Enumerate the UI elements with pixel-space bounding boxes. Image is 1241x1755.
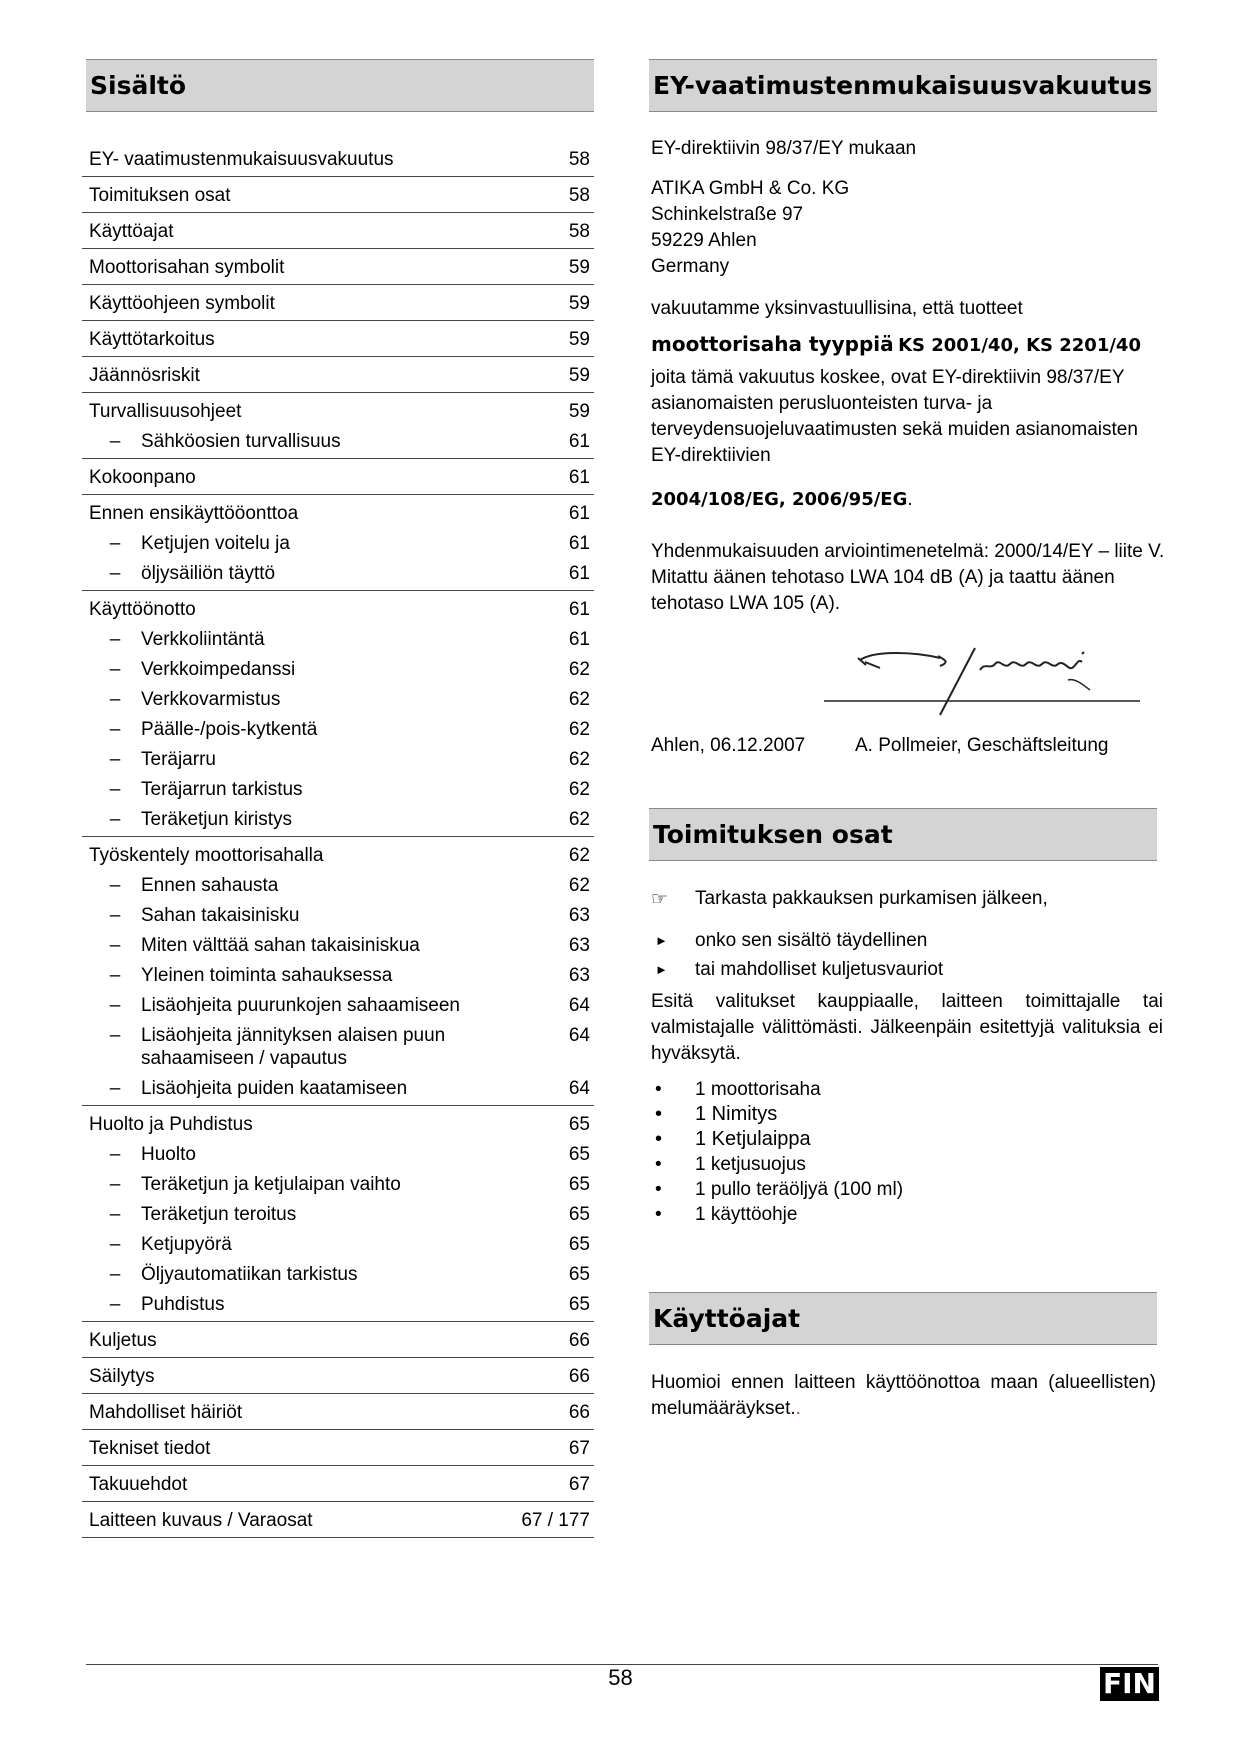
toc-entry-label: Käyttöajat (89, 221, 174, 242)
toc-subentry[interactable] (89, 1136, 590, 1166)
toc-entry[interactable] (89, 591, 590, 621)
toc-subentry[interactable] (89, 897, 590, 927)
delivery-item: 1 Nimitys (695, 1103, 778, 1125)
delivery-heading (649, 808, 1157, 861)
toc-subentry[interactable] (89, 957, 590, 987)
toc-subentry[interactable] (89, 1256, 590, 1286)
toc-subentry-page: 62 (568, 719, 590, 740)
toc-entry-label: Tekniset tiedot (89, 1438, 211, 1459)
delivery-checks (651, 926, 1161, 984)
toc-subentry-label (141, 532, 290, 555)
applies-text (651, 365, 1141, 469)
toc-subentry-label (141, 658, 295, 681)
toc-title: Sisältö (90, 71, 187, 100)
dash-icon: – (109, 1025, 121, 1046)
toc-subentry-label (141, 1173, 401, 1196)
delivery-items (651, 1077, 1161, 1227)
delivery-title: Toimituksen osat (653, 820, 893, 849)
toc-subentry-label (141, 1293, 224, 1316)
toc-entry-page: 66 (568, 1330, 590, 1351)
toc-entry[interactable] (89, 459, 590, 489)
toc-subentry-text: Verkkoimpedanssi (141, 659, 296, 680)
toc-subentry-page: 62 (568, 779, 590, 800)
toc-subentry-text: Lisäohjeita jännityksen alaisen puun (141, 1025, 446, 1046)
toc-subentry-text: Ketjupyörä (141, 1234, 232, 1255)
place-date-text: Ahlen, 06.12.2007 (651, 735, 806, 756)
signatory (855, 733, 1108, 759)
toc-group (82, 213, 594, 249)
address-line: Germany (651, 256, 730, 277)
complaint-paragraph: Esitä valitukset kauppiaalle, laitteen toimittajalle tai valmistajalle välittömästi. Jälkeenpäin esitettyjä valituksia ei hyväksytä. (651, 991, 1163, 1064)
bullet-icon: • (655, 1179, 662, 1200)
toc-entry-page: 66 (568, 1402, 590, 1423)
toc-entry[interactable] (89, 141, 590, 171)
toc-subentry-label (141, 1024, 445, 1070)
dash-icon: – (109, 533, 121, 554)
toc-group (82, 1322, 594, 1358)
usage-text (651, 1370, 1156, 1422)
dash-icon: – (109, 995, 121, 1016)
dash-icon: – (109, 749, 121, 770)
toc-heading (86, 59, 594, 112)
directives: 2004/108/EG, 2006/95/EG (651, 489, 908, 510)
usage-paragraph: Huomioi ennen laitteen käyttöönottoa maan (alueellisten) melumääräykset. (651, 1372, 1156, 1419)
toc-group (82, 393, 594, 459)
toc-subentry[interactable] (89, 1166, 590, 1196)
dash-icon: – (109, 689, 121, 710)
toc-entry-page: 66 (568, 1366, 590, 1387)
toc-subentry-text: Verkkovarmistus (141, 689, 281, 710)
declaration-statement (651, 296, 1161, 322)
toc-group (82, 1106, 594, 1322)
toc-subentry[interactable] (89, 525, 590, 555)
toc-entry[interactable] (89, 357, 590, 387)
toc-entry-page: 59 (568, 365, 590, 386)
toc-entry-page: 59 (568, 257, 590, 278)
manufacturer-address (651, 176, 1161, 280)
toc-group (82, 141, 594, 177)
toc-entry-page: 62 (568, 845, 590, 866)
list-item (651, 1177, 1161, 1202)
toc-entry[interactable] (89, 837, 590, 867)
dash-icon: – (109, 905, 121, 926)
signatory-text: A. Pollmeier, Geschäftsleitung (855, 735, 1109, 756)
toc-entry[interactable] (89, 285, 590, 315)
toc-subentry-page: 65 (568, 1294, 590, 1315)
address-line: 59229 Ahlen (651, 230, 757, 251)
toc-subentry[interactable] (89, 801, 590, 831)
toc-entry-label: Takuuehdot (89, 1474, 188, 1495)
toc-entry-label: Toimituksen osat (89, 185, 231, 206)
language-badge (1100, 1667, 1159, 1701)
delivery-item: 1 Ketjulaippa (695, 1128, 811, 1150)
hand-pointer-icon: ☞ (651, 888, 669, 910)
dash-icon: – (109, 563, 121, 584)
toc-subentry-page: 65 (568, 1204, 590, 1225)
toc-entry[interactable] (89, 1502, 590, 1532)
toc-subentry-text: Sähköosien turvallisuus (141, 431, 341, 452)
model-prefix: moottorisaha tyyppiä (651, 332, 894, 356)
toc-entry[interactable] (89, 1358, 590, 1388)
dash-icon: – (109, 629, 121, 650)
toc-entry-label: Käyttöönotto (89, 599, 196, 620)
dash-icon: – (109, 935, 121, 956)
toc-subentry-text: sahaamiseen / vapautus (141, 1048, 347, 1069)
check-item: tai mahdolliset kuljetusvauriot (695, 959, 944, 980)
toc-group (82, 459, 594, 495)
toc-subentry-label (141, 1203, 296, 1226)
dash-icon: – (109, 1234, 121, 1255)
toc-subentry-text: Yleinen toiminta sahauksessa (141, 965, 393, 986)
usage-suffix: . (795, 1398, 801, 1419)
toc-subentry-page: 63 (568, 935, 590, 956)
toc-group (82, 249, 594, 285)
declaration-heading (649, 59, 1157, 112)
dash-icon: – (109, 1204, 121, 1225)
toc-entry-label: Kokoonpano (89, 467, 196, 488)
toc-entry-label: Huolto ja Puhdistus (89, 1114, 253, 1135)
toc-subentry[interactable] (89, 1286, 590, 1316)
applies-paragraph: joita tämä vakuutus koskee, ovat EY-direktiivin 98/37/EY asianomaisten perusluonteisten turva- ja terveydensuojeluvaatimusten sekä muiden asianomaisten EY-direktiivien (651, 367, 1138, 466)
toc-entry-page: 67 (568, 1438, 590, 1459)
toc-entry-page: 59 (568, 293, 590, 314)
toc-subentry-label (141, 994, 460, 1017)
toc-subentry[interactable] (89, 1196, 590, 1226)
toc-entry-label: Säilytys (89, 1366, 155, 1387)
toc-subentry[interactable] (89, 927, 590, 957)
toc-group (82, 1394, 594, 1430)
toc-subentry-label (141, 904, 299, 927)
toc-subentry-label (141, 562, 275, 585)
bullet-icon: • (655, 1128, 663, 1150)
dash-icon: – (109, 431, 121, 452)
toc-entry-label: Käyttötarkoitus (89, 329, 215, 350)
delivery-item: 1 ketjusuojus (695, 1154, 806, 1175)
toc-subentry[interactable] (89, 1226, 590, 1256)
toc-group (82, 285, 594, 321)
toc-subentry-text: Lisäohjeita puurunkojen sahaamiseen (141, 995, 461, 1016)
toc-subentry-label (141, 778, 303, 801)
list-item (651, 926, 1161, 955)
toc-entry-page: 58 (568, 149, 590, 170)
arrow-icon: ► (655, 962, 668, 977)
toc-group (82, 1358, 594, 1394)
dash-icon: – (109, 965, 121, 986)
toc-entry-page: 58 (568, 221, 590, 242)
toc-subentry[interactable] (89, 1017, 590, 1070)
toc-entry-page: 59 (568, 329, 590, 350)
toc-subentry-text: Miten välttää sahan takaisiniskua (141, 935, 420, 956)
model-line (651, 332, 1171, 356)
usage-title: Käyttöajat (653, 1304, 801, 1333)
declaration-title: EY-vaatimustenmukaisuusvakuutus (653, 71, 1153, 100)
toc-entry[interactable] (89, 1430, 590, 1460)
toc-subentry[interactable] (89, 741, 590, 771)
toc-subentry-text: Ennen sahausta (141, 875, 279, 896)
toc-subentry-text: Lisäohjeita puiden kaatamiseen (141, 1078, 408, 1099)
toc-subentry-page: 62 (568, 809, 590, 830)
toc-group (82, 357, 594, 393)
toc-subentry-text: Puhdistus (141, 1294, 225, 1315)
delivery-check (651, 886, 1161, 912)
toc-subentry[interactable] (89, 555, 590, 585)
toc-subentry-page: 61 (568, 431, 590, 452)
toc-entry-label: Ennen ensikäyttööonttoa (89, 503, 299, 524)
toc-entry-page: 61 (568, 467, 590, 488)
delivery-item: 1 moottorisaha (695, 1079, 821, 1100)
toc-entry-label: Kuljetus (89, 1330, 157, 1351)
toc-entry-page: 67 / 177 (521, 1510, 590, 1531)
toc-entry[interactable] (89, 1394, 590, 1424)
complaint-text (651, 989, 1163, 1067)
toc-subentry-label (141, 934, 420, 957)
dash-icon: – (109, 659, 121, 680)
toc-subentry[interactable] (89, 651, 590, 681)
toc-subentry-text: Teräketjun kiristys (141, 809, 292, 830)
toc-subentry-text: Teräketjun ja ketjulaipan vaihto (141, 1174, 401, 1195)
page-number (0, 1665, 1241, 1691)
toc-entry-page: 59 (568, 401, 590, 422)
directives-suffix: . (907, 489, 913, 510)
signature (820, 640, 1150, 720)
toc-subentry-text: Sahan takaisinisku (141, 905, 300, 926)
toc-entry-label: Turvallisuusohjeet (89, 401, 242, 422)
toc-subentry-page: 64 (568, 1078, 590, 1099)
toc-subentry[interactable] (89, 711, 590, 741)
toc-subentry-page: 64 (568, 995, 590, 1016)
language-badge-text: FIN (1103, 1667, 1156, 1700)
list-item (651, 1127, 1161, 1152)
toc-subentry-label (141, 1143, 196, 1166)
dash-icon: – (109, 875, 121, 896)
toc-subentry-label (141, 808, 292, 831)
toc-subentry-text: Öljyautomatiikan tarkistus (141, 1264, 358, 1285)
toc-entry-page: 58 (568, 185, 590, 206)
toc-group (82, 591, 594, 837)
toc-subentry-page: 63 (568, 905, 590, 926)
toc-entry-label: Mahdolliset häiriöt (89, 1402, 243, 1423)
toc-entry-label: Työskentely moottorisahalla (89, 845, 324, 866)
toc-subentry-text: Huolto (141, 1144, 196, 1165)
toc-entry[interactable] (89, 1322, 590, 1352)
toc-subentry-text: öljysäiliön täyttö (141, 563, 276, 584)
toc-subentry-label (141, 964, 392, 987)
statement-text: vakuutamme yksinvastuullisina, että tuotteet (651, 298, 1023, 319)
bullet-icon: • (655, 1204, 662, 1225)
toc-entry[interactable] (89, 1466, 590, 1496)
toc-entry-page: 67 (568, 1474, 590, 1495)
toc-subentry-text: Teräketjun teroitus (141, 1204, 297, 1225)
list-item (651, 1152, 1161, 1177)
toc-subentry-label (141, 718, 317, 741)
toc-entry[interactable] (89, 177, 590, 207)
toc-subentry[interactable] (89, 771, 590, 801)
toc-entry[interactable] (89, 213, 590, 243)
toc-entry[interactable] (89, 321, 590, 351)
page-number-text: 58 (608, 1665, 633, 1690)
bullet-icon: • (655, 1079, 662, 1100)
toc-group (82, 321, 594, 357)
dash-icon: – (109, 1294, 121, 1315)
bullet-icon: • (655, 1154, 662, 1175)
check-item: onko sen sisältö täydellinen (695, 930, 928, 951)
toc-entry-label: EY- vaatimustenmukaisuusvakuutus (89, 149, 394, 170)
list-item (651, 1077, 1161, 1102)
address-line: ATIKA GmbH & Co. KG (651, 178, 850, 199)
toc-subentry-label (141, 874, 278, 897)
toc-subentry-page: 62 (568, 749, 590, 770)
dash-icon: – (109, 719, 121, 740)
toc-group (82, 1502, 594, 1538)
list-item (651, 1202, 1161, 1227)
toc-subentry-page: 63 (568, 965, 590, 986)
toc-subentry[interactable] (89, 423, 590, 453)
toc-subentry[interactable] (89, 867, 590, 897)
toc-subentry-page: 65 (568, 1144, 590, 1165)
toc-subentry-label (141, 1077, 407, 1100)
directive-line: EY-direktiivin 98/37/EY mukaan (651, 138, 917, 159)
toc-entry[interactable] (89, 495, 590, 525)
address-line: Schinkelstraße 97 (651, 204, 804, 225)
table-of-contents (82, 141, 594, 1538)
toc-subentry-label (141, 1263, 357, 1286)
toc-subentry-page: 61 (568, 629, 590, 650)
toc-group (82, 1466, 594, 1502)
dash-icon: – (109, 1264, 121, 1285)
place-date (651, 733, 805, 759)
toc-subentry-page: 62 (568, 689, 590, 710)
toc-entry-label: Jäännösriskit (89, 365, 200, 386)
toc-entry-page: 61 (568, 503, 590, 524)
arrow-icon: ► (655, 933, 668, 948)
toc-group (82, 1430, 594, 1466)
toc-subentry-label (141, 1233, 232, 1256)
conformity-text (651, 539, 1171, 617)
toc-subentry-text: Teräjarrun tarkistus (141, 779, 303, 800)
delivery-item: 1 pullo teräöljyä (100 ml) (695, 1179, 904, 1200)
toc-subentry-page: 61 (568, 533, 590, 554)
toc-subentry[interactable] (89, 681, 590, 711)
toc-subentry-text: Teräjarru (141, 749, 216, 770)
toc-subentry-text: Päälle-/pois-kytkentä (141, 719, 318, 740)
bullet-icon: • (655, 1103, 663, 1125)
toc-entry[interactable] (89, 249, 590, 279)
usage-heading (649, 1292, 1157, 1345)
toc-subentry-label (141, 628, 265, 651)
toc-group (82, 837, 594, 1106)
toc-subentry-page: 64 (568, 1025, 590, 1046)
toc-subentry[interactable] (89, 1070, 590, 1100)
toc-subentry-text: Verkkoliintäntä (141, 629, 265, 650)
toc-subentry-page: 65 (568, 1234, 590, 1255)
dash-icon: – (109, 1174, 121, 1195)
list-item (651, 1102, 1161, 1127)
delivery-item: 1 käyttöohje (695, 1204, 798, 1225)
toc-entry-label: Moottorisahan symbolit (89, 257, 285, 278)
dash-icon: – (109, 809, 121, 830)
model-types: KS 2001/40, KS 2201/40 (898, 335, 1141, 356)
toc-subentry-page: 65 (568, 1174, 590, 1195)
toc-group (82, 177, 594, 213)
dash-icon: – (109, 1078, 121, 1099)
toc-entry-label: Käyttöohjeen symbolit (89, 293, 275, 314)
list-item (651, 955, 1161, 984)
conformity-paragraph: Yhdenmukaisuuden arviointimenetelmä: 2000/14/EY – liite V. Mitattu äänen tehotaso LWA 104 dB (A) ja taattu äänen tehotaso LWA 105 (A). (651, 541, 1165, 614)
toc-subentry-label (141, 748, 216, 771)
toc-subentry-page: 62 (568, 875, 590, 896)
toc-entry[interactable] (89, 393, 590, 423)
toc-subentry-page: 61 (568, 563, 590, 584)
directives-line (651, 487, 1161, 513)
declaration-directive (651, 136, 1161, 162)
toc-entry-page: 61 (568, 599, 590, 620)
toc-subentry-label (141, 430, 341, 453)
toc-subentry-label (141, 688, 280, 711)
dash-icon: – (109, 779, 121, 800)
toc-subentry-page: 65 (568, 1264, 590, 1285)
toc-subentry-text: Ketjujen voitelu ja (141, 533, 290, 554)
check-text: Tarkasta pakkauksen purkamisen jälkeen, (695, 888, 1048, 909)
toc-entry-page: 65 (568, 1114, 590, 1135)
toc-group (82, 495, 594, 591)
toc-entry[interactable] (89, 1106, 590, 1136)
toc-entry-label: Laitteen kuvaus / Varaosat (89, 1510, 313, 1531)
dash-icon: – (109, 1144, 121, 1165)
toc-subentry-page: 62 (568, 659, 590, 680)
toc-subentry[interactable] (89, 621, 590, 651)
toc-subentry[interactable] (89, 987, 590, 1017)
